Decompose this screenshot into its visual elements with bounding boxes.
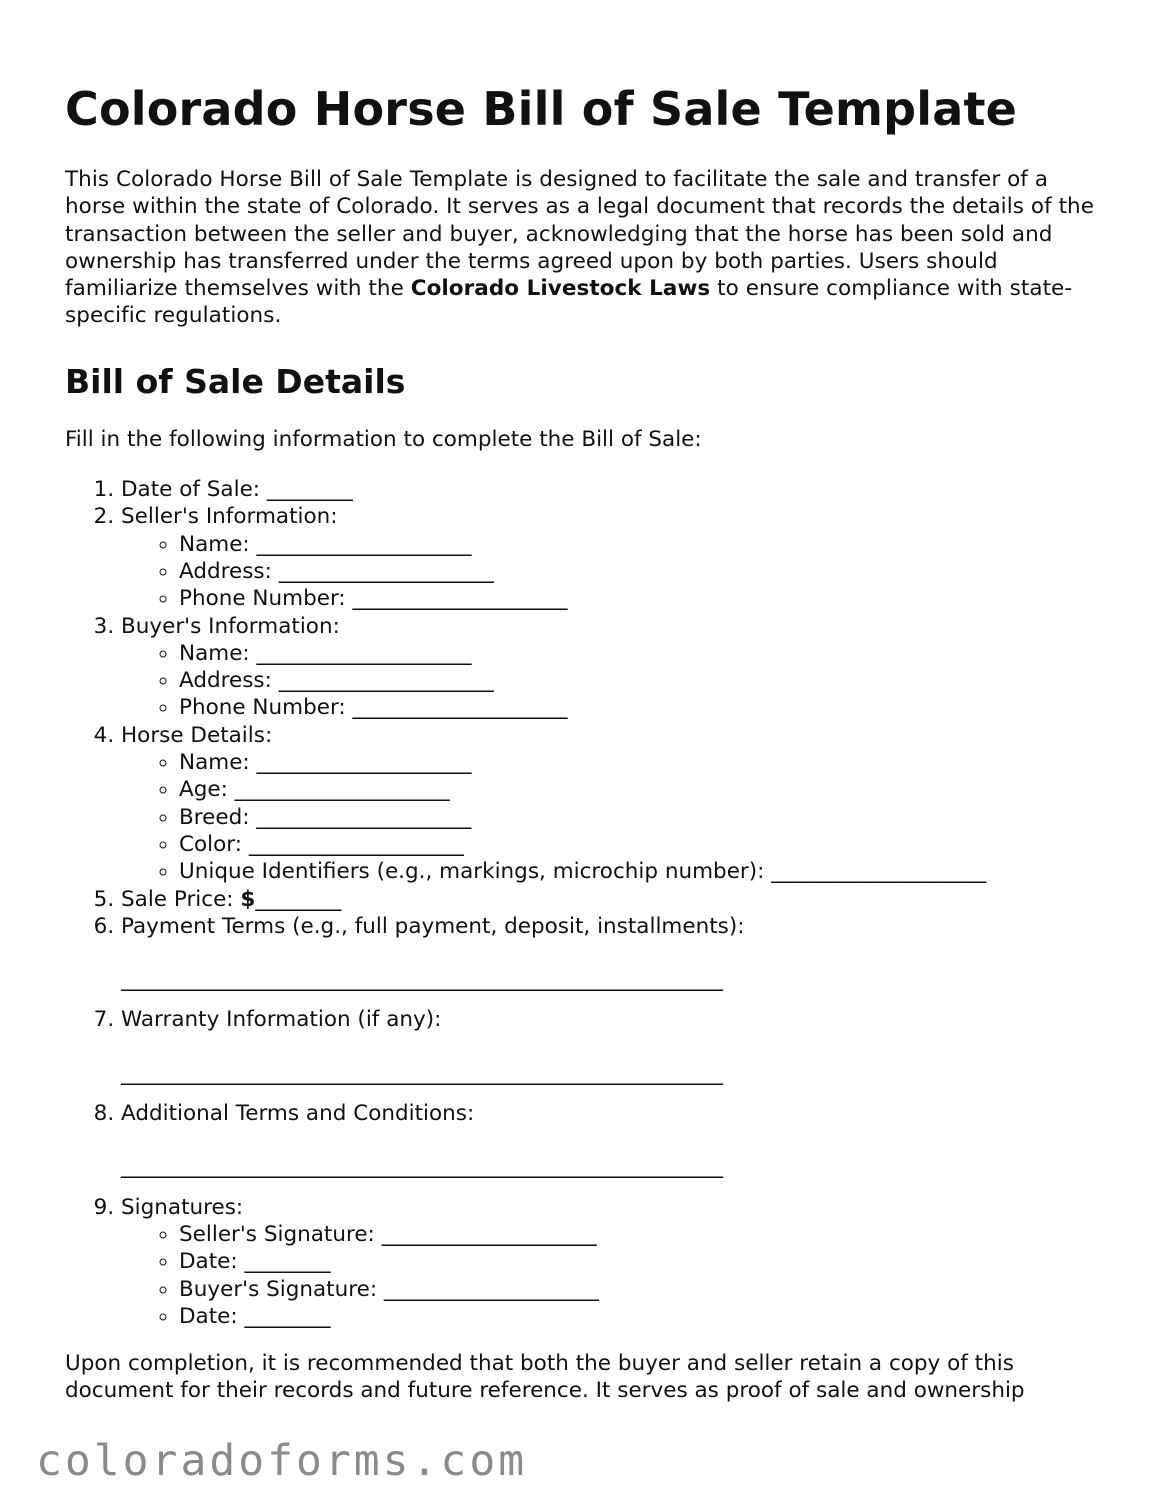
warranty-field[interactable]: ________________________________________________________ bbox=[121, 1060, 723, 1086]
payment-terms-field[interactable]: ________________________________________________________ bbox=[121, 967, 723, 993]
seller-signature-date-field[interactable]: ◦ Date: ________ bbox=[179, 1248, 1110, 1275]
seller-signature-field[interactable]: ◦ Seller's Signature: ____________________ bbox=[179, 1221, 1110, 1248]
seller-info-list bbox=[121, 531, 1110, 613]
horse-breed-field[interactable]: ◦ Breed: ____________________ bbox=[179, 804, 1110, 831]
buyer-address-field[interactable]: ◦ Address: ____________________ bbox=[179, 667, 1110, 694]
buyer-signature-field[interactable]: ◦ Buyer's Signature: ____________________ bbox=[179, 1276, 1110, 1303]
horse-details-label: Horse Details: bbox=[121, 722, 273, 748]
date-of-sale-field[interactable]: Date of Sale: ________ bbox=[121, 477, 353, 503]
section-heading: Bill of Sale Details bbox=[65, 361, 406, 401]
horse-age-field[interactable]: ◦ Age: ____________________ bbox=[179, 776, 1110, 803]
list-item-horse-details bbox=[121, 722, 1110, 886]
buyer-phone-field[interactable]: ◦ Phone Number: ____________________ bbox=[179, 694, 1110, 721]
sale-price-field[interactable]: ________ bbox=[255, 886, 342, 912]
list-item-sale-price bbox=[121, 886, 1110, 913]
dollar-sign: $ bbox=[240, 886, 256, 912]
list-item-date-of-sale bbox=[121, 476, 1110, 503]
horse-name-field[interactable]: ◦ Name: ____________________ bbox=[179, 749, 1110, 776]
signatures-list bbox=[121, 1221, 1110, 1330]
form-fields-list bbox=[65, 476, 1110, 1330]
list-item-seller-info bbox=[121, 503, 1110, 612]
document-page bbox=[65, 78, 1110, 1405]
intro-paragraph bbox=[65, 166, 1110, 330]
payment-terms-label: Payment Terms (e.g., full payment, deposit, installments): bbox=[121, 913, 745, 939]
livestock-laws-reference: Colorado Livestock Laws bbox=[410, 276, 711, 302]
buyer-info-label: Buyer's Information: bbox=[121, 613, 340, 639]
horse-identifiers-field[interactable]: ◦ Unique Identifiers (e.g., markings, microchip number): ____________________ bbox=[179, 858, 1110, 885]
seller-phone-field[interactable]: ◦ Phone Number: ____________________ bbox=[179, 585, 1110, 612]
seller-name-field[interactable]: ◦ Name: ____________________ bbox=[179, 531, 1110, 558]
buyer-info-list bbox=[121, 640, 1110, 722]
horse-color-field[interactable]: ◦ Color: ____________________ bbox=[179, 831, 1110, 858]
site-watermark: coloradoforms.com bbox=[36, 1436, 528, 1486]
page-title: Colorado Horse Bill of Sale Template bbox=[65, 82, 1018, 136]
signatures-label: Signatures: bbox=[121, 1194, 244, 1220]
seller-info-label: Seller's Information: bbox=[121, 504, 338, 530]
sale-price-label: Sale Price: bbox=[121, 886, 241, 912]
list-item-buyer-info bbox=[121, 613, 1110, 722]
closing-paragraph: Upon completion, it is recommended that both the buyer and seller retain a copy of this document for their records and future reference. It serves as proof of sale and ownership bbox=[65, 1351, 1025, 1404]
list-item-warranty bbox=[121, 1006, 1110, 1087]
list-item-payment-terms bbox=[121, 913, 1110, 994]
seller-address-field[interactable]: ◦ Address: ____________________ bbox=[179, 558, 1110, 585]
buyer-signature-date-field[interactable]: ◦ Date: ________ bbox=[179, 1303, 1110, 1330]
horse-details-list bbox=[121, 749, 1110, 885]
additional-terms-field[interactable]: ________________________________________________________ bbox=[121, 1154, 723, 1180]
list-item-additional-terms bbox=[121, 1100, 1110, 1181]
instructions: Fill in the following information to complete the Bill of Sale: bbox=[65, 426, 702, 452]
intro-text: This Colorado Horse Bill of Sale Template is designed to facilitate the sale and transfer of a horse within the state of Colorado. It serves as a legal document that records the details of the transaction between the seller and buyer, acknowledging that the horse has been sold and ownership has transferred under the terms agreed upon by both parties. Users should familiarize themselves with the bbox=[65, 167, 1095, 302]
warranty-label: Warranty Information (if any): bbox=[121, 1007, 442, 1033]
additional-terms-label: Additional Terms and Conditions: bbox=[121, 1101, 475, 1127]
buyer-name-field[interactable]: ◦ Name: ____________________ bbox=[179, 640, 1110, 667]
list-item-signatures bbox=[121, 1194, 1110, 1330]
intro-text-end: to ensure compliance with state-specific regulations. bbox=[65, 276, 1073, 329]
